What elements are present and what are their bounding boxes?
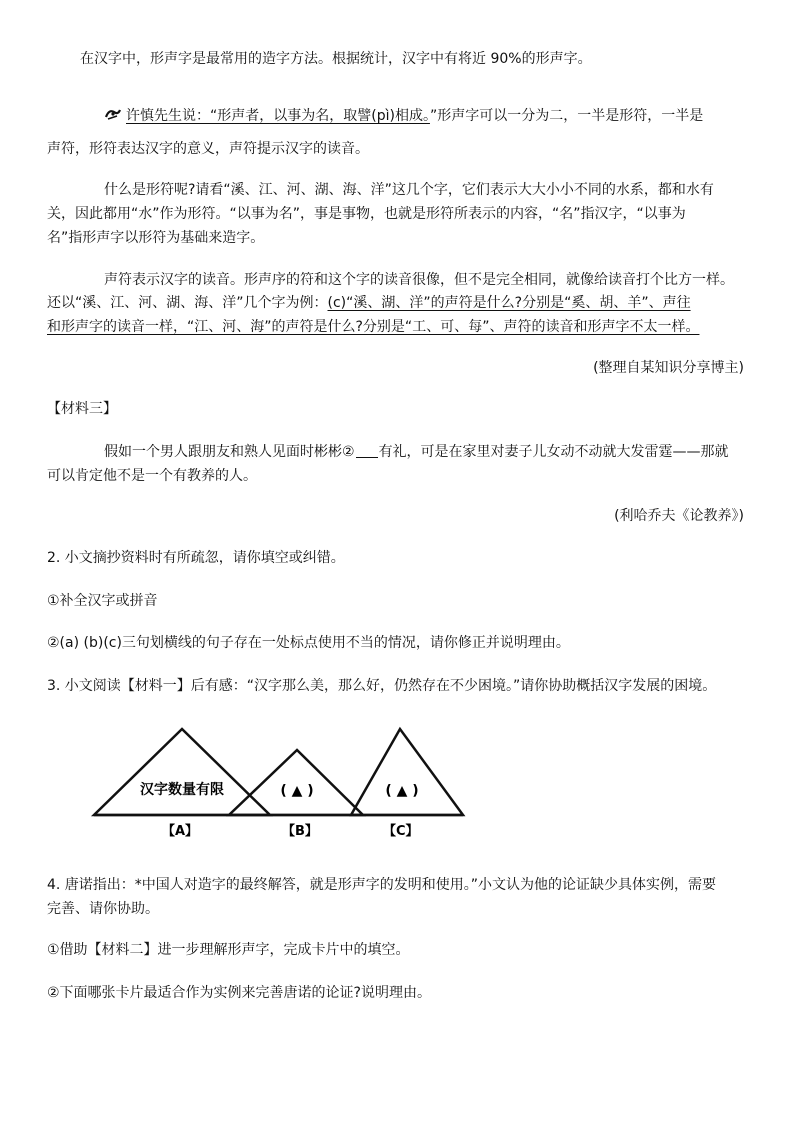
- source-2: (利哈乔夫《论教养》): [614, 508, 744, 524]
- question-4-line-2: 完善、请你协助。: [47, 901, 159, 917]
- note-stamp-icon: [104, 107, 122, 121]
- paragraph-4-line-3-underlined: 和形声字的读音一样，“江、河、海”的声符是什么?分别是“工、可、每”、声符的读音和形声字不太一样。: [47, 319, 700, 335]
- triangle-a-text: 汉字数量有限: [140, 782, 224, 798]
- paragraph-5-line-1-a: 假如一个男人跟朋友和熟人见面时彬彬②: [104, 444, 355, 460]
- question-4-part-2: ②下面哪张卡片最适合作为实例来完善唐诺的论证?说明理由。: [47, 985, 431, 1001]
- fill-blank: [356, 443, 378, 458]
- paragraph-4-line-2-plain: 还以“溪、江、河、湖、海、洋”几个字为例：: [47, 295, 328, 311]
- paragraph-3-line-3: 名”指形声字以形符为基础来造字。: [47, 230, 265, 246]
- question-2-part-1: ①补全汉字或拼音: [47, 593, 158, 609]
- paragraph-4-line-2-underlined: (c)“溪、湖、洋”的声符是什么?分别是“奚、胡、羊”、声往: [327, 295, 691, 311]
- triangle-b-text: ( ▲ ): [280, 783, 314, 799]
- label-a: 【A】: [162, 824, 199, 839]
- question-2-part-2: ②(a) (b)(c)三句划横线的句子存在一处标点使用不当的情况，请你修正并说明理由。: [47, 635, 570, 651]
- triangle-c: [351, 729, 463, 815]
- question-3: 3. 小文阅读【材料一】后有感：“汉字那么美，那么好，仍然存在不少困境。”请你协助概括汉字发展的困境。: [47, 678, 717, 694]
- triangle-diagram: [90, 724, 470, 844]
- quote-rest: ”形声字可以一分为二，一半是形符，一半是: [429, 108, 704, 124]
- paragraph-5-line-2: 可以肯定他不是一个有教养的人。: [47, 468, 257, 484]
- label-b: 【B】: [282, 824, 318, 839]
- paragraph-3-line-2: 关，因此都用“水”作为形符。“以事为名”，事是事物，也就是形符所表示的内容，“名”指汉字，“以事为: [47, 206, 686, 222]
- paragraph-1: 在汉字中，形声字是最常用的造字方法。根据统计，汉字中有将近 90%的形声字。: [80, 51, 592, 67]
- question-4-line-1: 4. 唐诺指出：*中国人对造字的最终解答，就是形声字的发明和使用。”小文认为他的论证缺少具体实例，需要: [47, 877, 717, 893]
- paragraph-3-line-1: 什么是形符呢?请看“溪、江、河、湖、海、洋”这几个字，它们表示大大小小不同的水系，都和水有: [104, 182, 714, 198]
- label-c: 【C】: [383, 824, 419, 839]
- paragraph-5-line-1-b: 有礼，可是在家里对妻子儿女动不动就大发雷霆——那就: [378, 444, 729, 460]
- question-4-part-1: ①借助【材料二】进一步理解形声字，完成卡片中的填空。: [47, 942, 410, 958]
- triangle-c-text: ( ▲ ): [385, 783, 419, 799]
- paragraph-4-line-1: 声符表示汉字的读音。形声序的符和这个字的读音很像，但不是完全相同，就像给读音打个比方一样。: [104, 272, 734, 288]
- source-1: (整理自某知识分享博主): [593, 360, 744, 376]
- quote-underlined: 许慎先生说：“形声者，以事为名，取譬(pì)相成。: [126, 108, 430, 124]
- paragraph-2-line-2: 声符，形符表达汉字的意义，声符提示汉字的读音。: [47, 141, 369, 157]
- heading-material-3: 【材料三】: [47, 401, 117, 417]
- question-2: 2. 小文摘抄资料时有所疏忽，请你填空或纠错。: [47, 550, 345, 566]
